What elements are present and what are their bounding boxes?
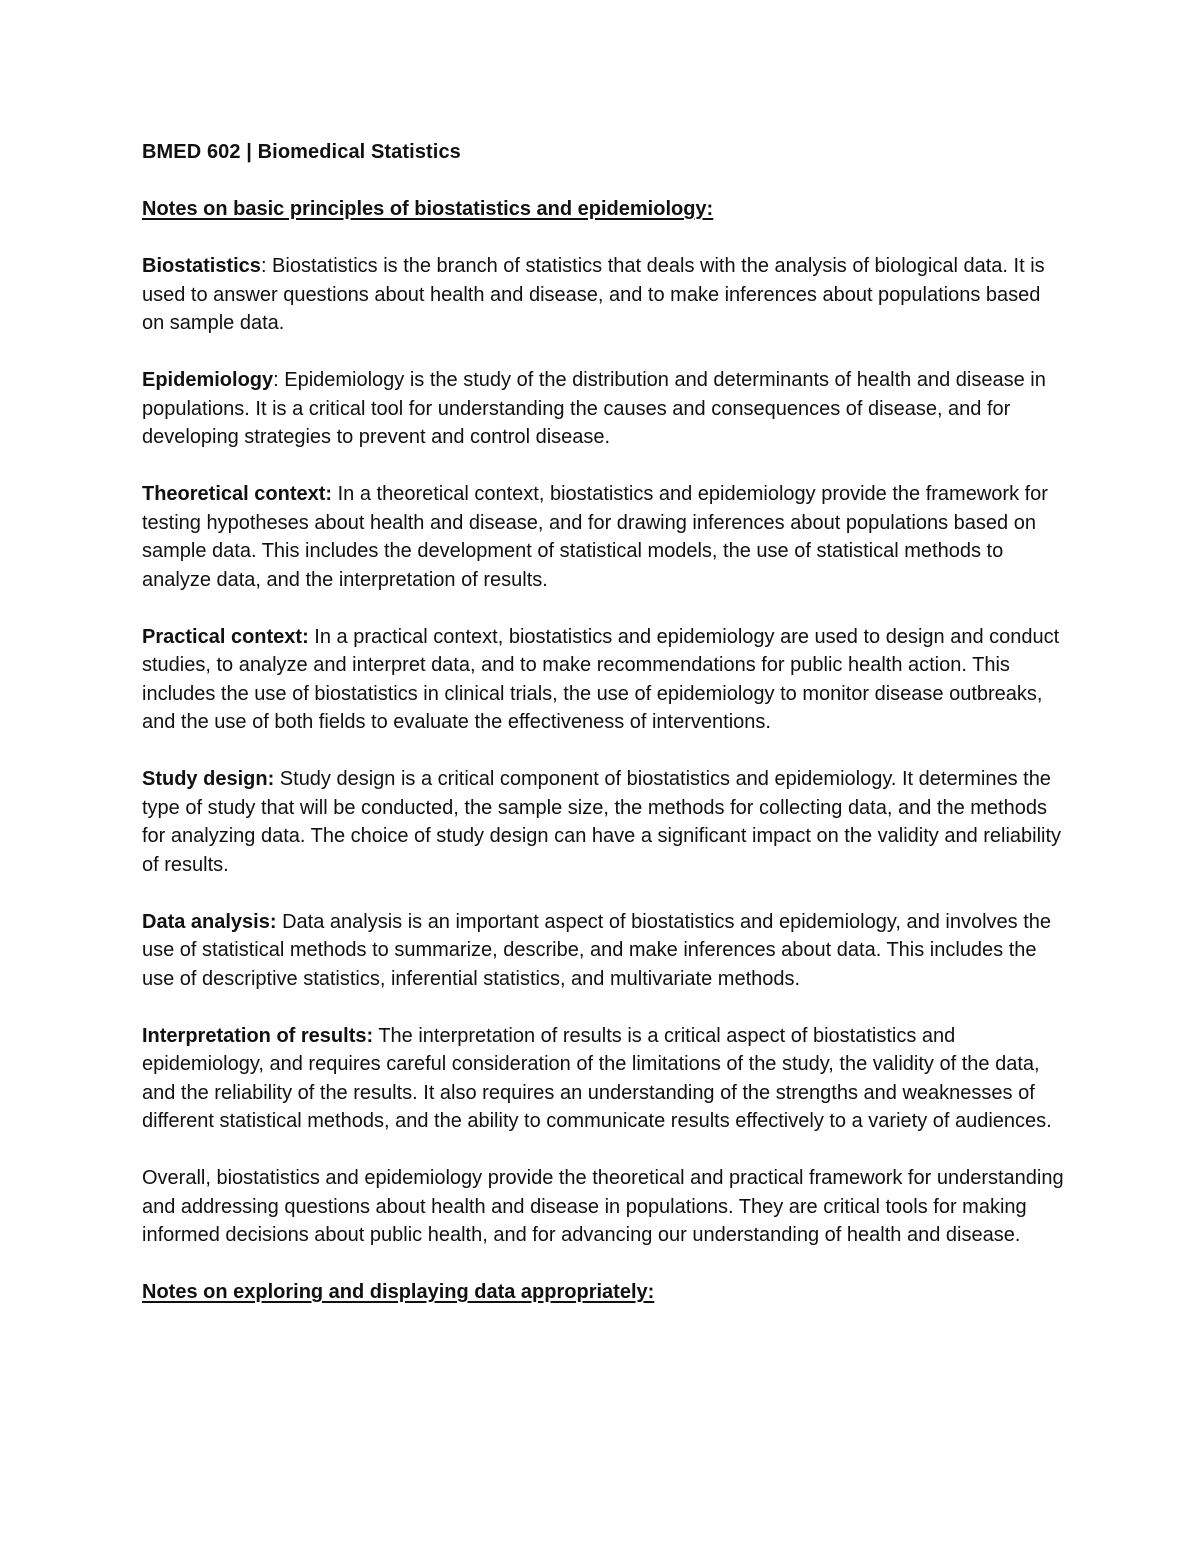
paragraph-epidemiology: [142, 366, 1067, 452]
paragraph-overall: Overall, biostatistics and epidemiology provide the theoretical and practical framework for understanding and addressing questions about health and disease in populations. They are critical tools for making informed decisions about public health, and for advancing our understanding of health and disease.: [142, 1167, 1064, 1246]
document-title: BMED 602 | Biomedical Statistics: [142, 141, 461, 163]
section-heading-principles: Notes on basic principles of biostatistics and epidemiology:: [142, 198, 714, 220]
term-epidemiology: Epidemiology: [142, 369, 274, 391]
paragraph-interpretation-of-results: [142, 1022, 1067, 1136]
term-study-design: Study design:: [142, 768, 275, 790]
paragraph-practical-context: [142, 623, 1067, 737]
paragraph-text: The interpretation of results is a critical aspect of biostatistics and epidemiology, and requires careful consideration of the limitations of the study, the validity of the data, and the reliability of the results. It also requires an understanding of the strengths and weaknesses of different statistical methods, and the ability to communicate results effectively to a variety of audiences.: [142, 1024, 1052, 1132]
paragraph-text: Study design is a critical component of biostatistics and epidemiology. It determines the type of study that will be conducted, the sample size, the methods for collecting data, and the methods for analyzing data. The choice of study design can have a significant impact on the validity and reliability of results.: [142, 768, 1062, 876]
paragraph-text: In a theoretical context, biostatistics and epidemiology provide the framework for testing hypotheses about health and disease, and for drawing inferences about populations based on sample data. This includes the development of statistical models, the use of statistical methods to analyze data, and the interpretation of results.: [142, 483, 1048, 591]
term-biostatistics: Biostatistics: [142, 255, 261, 277]
section-heading-exploring-data: Notes on exploring and displaying data appropriately:: [142, 1281, 655, 1303]
term-theoretical-context: Theoretical context:: [142, 483, 333, 505]
paragraph-text: : Epidemiology is the study of the distribution and determinants of health and disease in populations. It is a critical tool for understanding the causes and consequences of disease, and for developing strategies to prevent and control disease.: [142, 369, 1046, 448]
term-practical-context: Practical context:: [142, 625, 309, 648]
document-page: [142, 138, 1067, 1335]
paragraph-study-design: [142, 765, 1067, 879]
term-interpretation-of-results: Interpretation of results:: [142, 1024, 374, 1047]
paragraph-text: Data analysis is an important aspect of biostatistics and epidemiology, and involves the use of statistical methods to summarize, describe, and make inferences about data. This includes the use of descriptive statistics, inferential statistics, and multivariate methods.: [142, 910, 1052, 990]
paragraph-text: : Biostatistics is the branch of statistics that deals with the analysis of biological data. It is used to answer questions about health and disease, and to make inferences about populations based on sample data.: [142, 255, 1045, 334]
paragraph-text: In a practical context, biostatistics and epidemiology are used to design and conduct studies, to analyze and interpret data, and to make recommendations for public health action. This includes the use of biostatistics in clinical trials, the use of epidemiology to monitor disease outbreaks, and the use of both fields to evaluate the effectiveness of interventions.: [142, 625, 1060, 733]
term-data-analysis: Data analysis:: [142, 910, 277, 933]
paragraph-biostatistics: [142, 252, 1067, 338]
paragraph-theoretical-context: [142, 480, 1067, 594]
paragraph-data-analysis: [142, 908, 1067, 994]
